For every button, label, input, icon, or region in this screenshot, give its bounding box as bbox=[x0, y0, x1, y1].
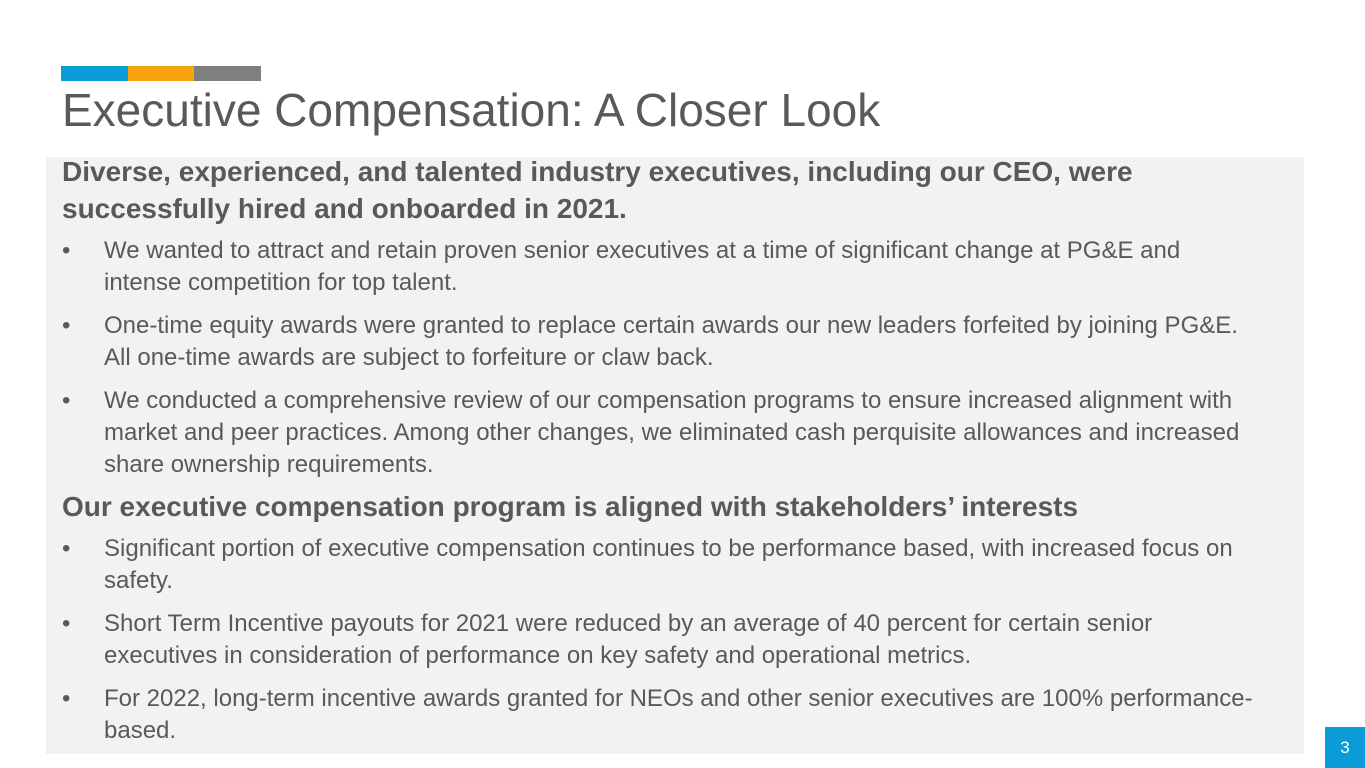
slide-title: Executive Compensation: A Closer Look bbox=[62, 84, 881, 136]
list-item bbox=[62, 385, 1254, 481]
bullet-list-alignment bbox=[62, 533, 1254, 747]
bullet-list-hiring bbox=[62, 235, 1254, 481]
bullet-text: We wanted to attract and retain proven senior executives at a time of significant change at PG&E and intense competition for top talent. bbox=[104, 237, 1181, 296]
list-item bbox=[62, 533, 1254, 597]
accent-bar-orange bbox=[128, 66, 194, 81]
bullet-icon: • bbox=[62, 685, 71, 712]
content-panel bbox=[46, 157, 1304, 754]
bullet-icon: • bbox=[62, 610, 71, 637]
page-number-badge bbox=[1325, 727, 1365, 768]
bullet-text: We conducted a comprehensive review of our compensation programs to ensure increased alignment with market and peer practices. Among other changes, we eliminated cash perquisite allowances and increased share ownership requirements. bbox=[104, 387, 1240, 478]
list-item bbox=[62, 683, 1254, 747]
bullet-text: One-time equity awards were granted to replace certain awards our new leaders forfeited by joining PG&E. All one-time awards are subject to forfeiture or claw back. bbox=[104, 312, 1238, 371]
bullet-icon: • bbox=[62, 312, 71, 339]
accent-bar-gray bbox=[194, 66, 261, 81]
section-heading-alignment: Our executive compensation program is aligned with stakeholders’ interests bbox=[62, 491, 1079, 522]
list-item bbox=[62, 235, 1254, 299]
bullet-icon: • bbox=[62, 535, 71, 562]
accent-bar-blue bbox=[61, 66, 128, 81]
bullet-icon: • bbox=[62, 237, 71, 264]
section-heading-hiring: Diverse, experienced, and talented industry executives, including our CEO, were successfully hired and onboarded in 2021. bbox=[62, 156, 1133, 224]
list-item bbox=[62, 310, 1254, 374]
bullet-text: Short Term Incentive payouts for 2021 were reduced by an average of 40 percent for certain senior executives in consideration of performance on key safety and operational metrics. bbox=[104, 610, 1153, 669]
bullet-text: Significant portion of executive compensation continues to be performance based, with increased focus on safety. bbox=[104, 535, 1233, 594]
bullet-text: For 2022, long-term incentive awards granted for NEOs and other senior executives are 100% performance-based. bbox=[104, 685, 1253, 744]
page-number: 3 bbox=[1340, 737, 1350, 757]
accent-bar bbox=[61, 66, 261, 81]
list-item bbox=[62, 608, 1254, 672]
bullet-icon: • bbox=[62, 387, 71, 414]
